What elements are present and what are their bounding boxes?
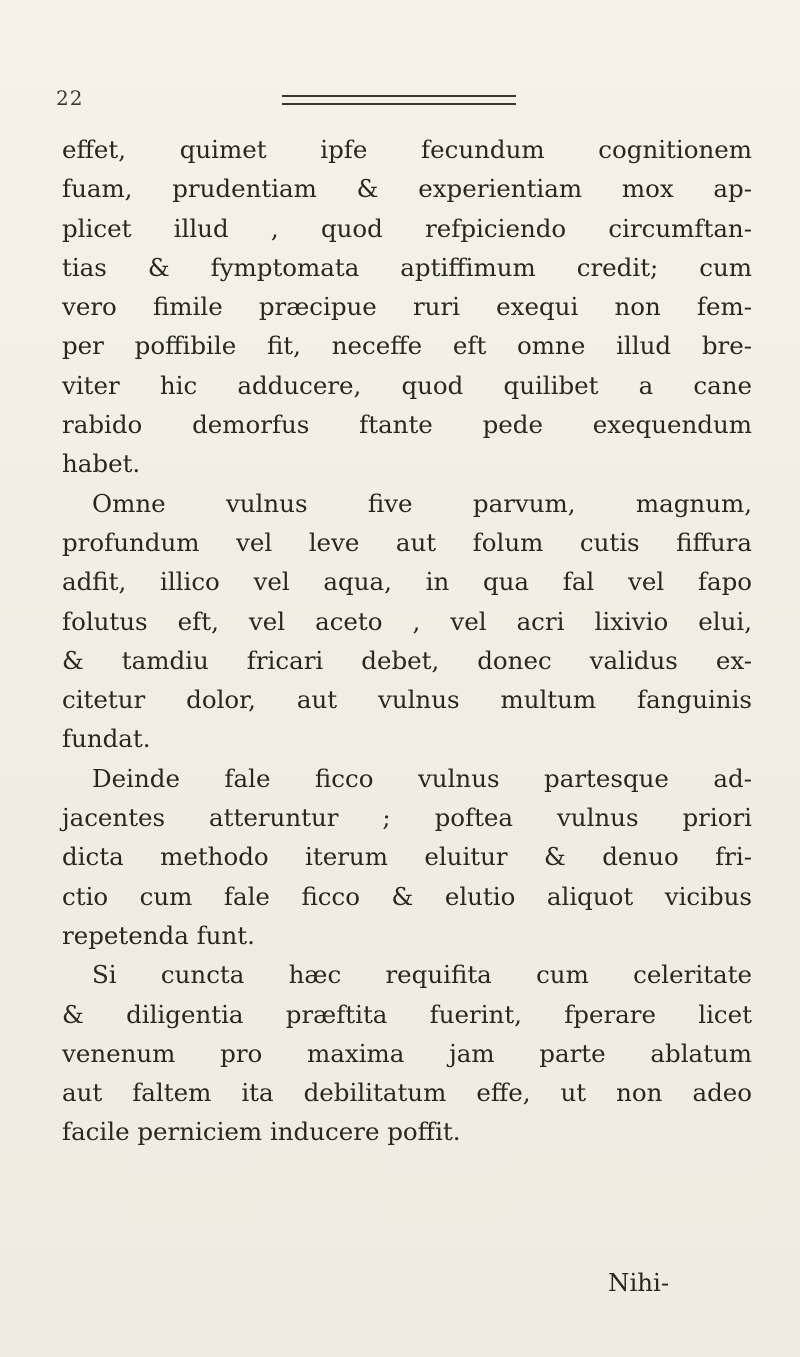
text-line: tias & fymptomata aptiffimum credit; cum (62, 252, 752, 282)
text-line: profundum vel leve aut folum cutis fiffura (62, 527, 752, 557)
text-line: aut faltem ita debilitatum effe, ut non adeo (62, 1078, 752, 1108)
text-line: adfit, illico vel aqua, in qua fal vel fapo (62, 567, 752, 597)
text-line: & diligentia præftita fuerint, fperare licet (62, 999, 752, 1029)
text-line: Si cuncta hæc requifita cum celeritate (92, 960, 752, 990)
text-line: vero fimile præcipue ruri exequi non fem- (62, 292, 752, 322)
text-line: viter hic adducere, quod quilibet a cane (62, 370, 752, 400)
text-line: fundat. (62, 724, 151, 754)
text-line: fuam, prudentiam & experientiam mox ap- (62, 174, 752, 204)
text-line: citetur dolor, aut vulnus multum fanguinis (62, 685, 752, 715)
page-number: 22 (56, 86, 84, 110)
catchword: Nihi- (608, 1268, 670, 1297)
body-text (62, 130, 752, 1152)
text-line: rabido demorfus ftante pede exequendum (62, 410, 752, 440)
text-line: repetenda funt. (62, 920, 255, 950)
text-line: per poffibile fit, neceffe eft omne illud bre- (62, 331, 752, 361)
text-line: ctio cum fale ficco & elutio aliquot vicibus (62, 881, 752, 911)
text-line: Deinde fale ficco vulnus partesque ad- (92, 763, 752, 793)
text-line: folutus eft, vel aceto , vel acri lixivio elui, (62, 606, 752, 636)
text-line: jacentes atteruntur ; poftea vulnus priori (62, 803, 752, 833)
text-line: habet. (62, 449, 141, 479)
text-line: facile perniciem inducere poffit. (62, 1117, 461, 1147)
text-line: plicet illud , quod refpiciendo circumftan- (62, 213, 752, 243)
text-line: & tamdiu fricari debet, donec validus ex- (62, 645, 752, 675)
text-line: venenum pro maxima jam parte ablatum (62, 1038, 752, 1068)
header-double-rule (282, 95, 516, 105)
text-line: Omne vulnus five parvum, magnum, (92, 488, 752, 518)
text-line: dicta methodo iterum eluitur & denuo fri- (62, 842, 752, 872)
text-line: effet, quimet ipfe fecundum cognitionem (62, 135, 752, 164)
